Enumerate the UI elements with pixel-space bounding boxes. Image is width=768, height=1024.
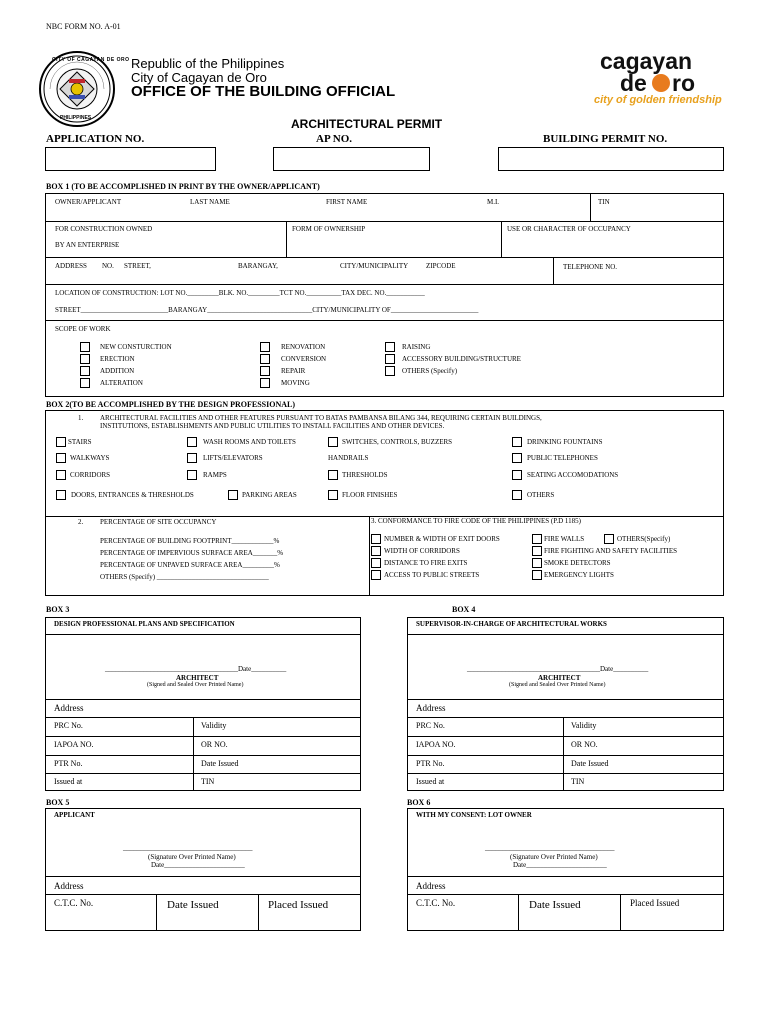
box5-signature-caption: (Signature Over Printed Name) — [148, 853, 236, 861]
logo-sun-icon — [652, 74, 670, 92]
box6-ctc-label: C.T.C. No. — [416, 898, 456, 908]
fire-checkbox-number-width-of-exit-doors[interactable] — [371, 534, 381, 544]
box1-heading: BOX 1 (TO BE ACCOMPLISHED IN PRINT BY THE OWNER/APPLICANT) — [46, 182, 320, 191]
fire-checkbox-width-of-corridors[interactable] — [371, 546, 381, 556]
facility-label: LIFTS/ELEVATORS — [203, 454, 263, 462]
header-city: City of Cagayan de Oro — [131, 70, 267, 85]
facility-checkbox-stairs[interactable] — [56, 437, 66, 447]
box3-address-label: Address — [54, 703, 84, 713]
facility-checkbox-thresholds[interactable] — [328, 470, 338, 480]
facility-checkbox-doors-entrances-thresholds[interactable] — [56, 490, 66, 500]
box6-title: WITH MY CONSENT: LOT OWNER — [416, 811, 532, 819]
scope-label: ADDITION — [100, 367, 135, 375]
fire-checkbox-distance-to-fire-exits[interactable] — [371, 558, 381, 568]
facility-label: RAMPS — [203, 471, 227, 479]
building-permit-no-label: BUILDING PERMIT NO. — [543, 133, 668, 145]
logo-word-de: de — [620, 70, 647, 96]
box3-iapoa-label: IAPOA NO. — [54, 740, 94, 749]
tin-label: TIN — [598, 198, 610, 206]
scope-checkbox-moving[interactable] — [260, 378, 270, 388]
scope-checkbox-repair[interactable] — [260, 366, 270, 376]
box3-ptr-label: PTR No. — [54, 759, 83, 768]
building-permit-no-field[interactable] — [498, 147, 724, 171]
fire-label: WIDTH OF CORRIDORS — [384, 547, 460, 555]
fire-label: SMOKE DETECTORS — [544, 559, 611, 567]
box2-item2-title: PERCENTAGE OF SITE OCCUPANCY — [100, 518, 217, 526]
fire-label: DISTANCE TO FIRE EXITS — [384, 559, 468, 567]
ap-no-label: AP NO. — [316, 133, 353, 145]
facility-label: PUBLIC TELEPHONES — [527, 454, 598, 462]
impervious-surface-line: PERCENTAGE OF IMPERVIOUS SURFACE AREA_______% — [100, 549, 284, 557]
header-office: OFFICE OF THE BUILDING OFFICIAL — [131, 83, 396, 100]
box4-date-issued-label: Date Issued — [571, 759, 609, 768]
facility-label: DRINKING FOUNTAINS — [527, 438, 603, 446]
box6-placed-issued-label: Placed Issued — [630, 898, 680, 908]
facility-checkbox-public-telephones[interactable] — [512, 453, 522, 463]
scope-label: OTHERS (Specify) — [402, 367, 458, 375]
fire-label: EMERGENCY LIGHTS — [544, 571, 614, 579]
box5-ctc-label: C.T.C. No. — [54, 898, 94, 908]
facility-label: STAIRS — [68, 438, 92, 446]
address-label: ADDRESS — [55, 262, 87, 270]
box2-item1-line2: INSTITUTIONS, ESTABLISHMENTS AND PUBLIC UTILITIES TO INSTALL FACILITIES AND OTHER DEVICES. — [100, 422, 445, 430]
scope-label: NEW CONSTURCTION — [100, 343, 172, 351]
facility-checkbox-parking-areas[interactable] — [228, 490, 238, 500]
box3-label: BOX 3 — [46, 605, 70, 614]
scope-checkbox-addition[interactable] — [80, 366, 90, 376]
box5-label: BOX 5 — [46, 798, 70, 807]
telephone-label: TELEPHONE NO. — [563, 263, 618, 271]
facility-label: SEATING ACCOMODATIONS — [527, 471, 619, 479]
box3-signed-caption: (Signed and Sealed Over Printed Name) — [147, 682, 244, 688]
box4-iapoa-label: IAPOA NO. — [416, 740, 456, 749]
first-name-label: FIRST NAME — [326, 198, 368, 206]
seal-text-bottom: PHILIPPINES — [60, 115, 92, 121]
mi-label: M.I. — [487, 198, 500, 206]
city-seal-icon — [38, 50, 130, 128]
box3-or-no-label: OR NO. — [201, 740, 228, 749]
facility-label: SWITCHES, CONTROLS, BUZZERS — [342, 438, 453, 446]
fire-label: OTHERS(Specify) — [617, 535, 671, 543]
form-number: NBC FORM NO. A-01 — [46, 22, 121, 31]
box4-title: SUPERVISOR-IN-CHARGE OF ARCHITECTURAL WORKS — [416, 620, 607, 628]
seal-text-top: CITY OF CAGAYAN DE ORO — [52, 57, 130, 63]
unpaved-surface-line: PERCENTAGE OF UNPAVED SURFACE AREA_________% — [100, 561, 280, 569]
box3-issued-at-label: Issued at — [54, 777, 83, 786]
box6-label: BOX 6 — [407, 798, 431, 807]
scope-label: RAISING — [402, 343, 431, 351]
address-street-label: STREET, — [124, 262, 151, 270]
scope-label: RENOVATION — [281, 343, 326, 351]
box5-address-label: Address — [54, 881, 84, 891]
ap-no-field[interactable] — [273, 147, 430, 171]
fire-checkbox-emergency-lights[interactable] — [532, 570, 542, 580]
header-republic: Republic of the Philippines — [131, 56, 285, 71]
box4-signed-caption: (Signed and Sealed Over Printed Name) — [509, 682, 606, 688]
box5-title: APPLICANT — [54, 811, 95, 819]
facility-checkbox-others[interactable] — [512, 490, 522, 500]
box4-issued-at-label: Issued at — [416, 777, 445, 786]
scope-checkbox-accessory-building-structure[interactable] — [385, 354, 395, 364]
fire-checkbox-smoke-detectors[interactable] — [532, 558, 542, 568]
box2-item2-number: 2. — [78, 518, 84, 526]
fire-label: FIRE WALLS — [544, 535, 585, 543]
others-specify-line: OTHERS (Specify) ________________________________ — [100, 573, 269, 581]
scope-label: ALTERATION — [100, 379, 143, 387]
facility-checkbox-seating-accomodations[interactable] — [512, 470, 522, 480]
facility-checkbox-walkways[interactable] — [56, 453, 66, 463]
box3-signature-line[interactable]: ______________________________________Date__________ — [105, 665, 287, 673]
facility-checkbox-wash-rooms-and-toilets[interactable] — [187, 437, 197, 447]
fire-checkbox-fire-fighting-and-safety-facilities[interactable] — [532, 546, 542, 556]
facility-checkbox-corridors[interactable] — [56, 470, 66, 480]
owner-applicant-label: OWNER/APPLICANT — [55, 198, 122, 206]
box6-date-issued-label: Date Issued — [529, 899, 581, 911]
location-line2: STREET_________________________BARANGAY______________________________CITY/MUNICIPALITY OF_________________________ — [55, 306, 479, 314]
facility-checkbox-floor-finishes[interactable] — [328, 490, 338, 500]
facility-label: WALKWAYS — [70, 454, 110, 462]
scope-checkbox-raising[interactable] — [385, 342, 395, 352]
scope-checkbox-conversion[interactable] — [260, 354, 270, 364]
facility-label: CORRIDORS — [70, 471, 111, 479]
box5-date-issued-label: Date Issued — [167, 899, 219, 911]
address-barangay-label: BARANGAY, — [238, 262, 278, 270]
box2-item1-number: 1. — [78, 414, 84, 422]
fire-checkbox-access-to-public-streets[interactable] — [371, 570, 381, 580]
application-no-field[interactable] — [45, 147, 216, 171]
box6-date-line[interactable]: Date_______________________ — [513, 861, 607, 869]
by-enterprise-label: BY AN ENTERPRISE — [55, 241, 120, 249]
application-no-label: APPLICATION NO. — [46, 133, 145, 145]
cagayan-de-oro-logo — [594, 48, 744, 112]
building-footprint-line: PERCENTAGE OF BUILDING FOOTPRINT____________% — [100, 537, 280, 545]
box3-architect: ARCHITECT — [176, 674, 219, 682]
box2-item1-line1: ARCHITECTURAL FACILITIES AND OTHER FEATURES PURSUANT TO BATAS PAMBANSA BILANG 344, REQUIRING CERTAIN BUILDINGS, — [100, 414, 542, 422]
fire-checkbox-fire-walls[interactable] — [532, 534, 542, 544]
box4-ptr-label: PTR No. — [416, 759, 445, 768]
address-no-label: NO. — [102, 262, 114, 270]
logo-word-ro: ro — [672, 70, 695, 96]
fire-label: ACCESS TO PUBLIC STREETS — [384, 571, 480, 579]
location-line1: LOCATION OF CONSTRUCTION: LOT NO._________BLK. NO._________TCT NO.__________TAX DEC. NO.___________ — [55, 289, 425, 297]
address-city-label: CITY/MUNICIPALITY — [340, 262, 409, 270]
box3-date-issued-label: Date Issued — [201, 759, 239, 768]
facility-checkbox-lifts-elevators[interactable] — [187, 453, 197, 463]
scope-checkbox-others-specify[interactable] — [385, 366, 395, 376]
box2-heading: BOX 2(TO BE ACCOMPLISHED BY THE DESIGN PROFESSIONAL) — [46, 400, 296, 409]
box4-label: BOX 4 — [452, 605, 476, 614]
box4-frame — [407, 617, 724, 791]
scope-checkbox-new-consturction[interactable] — [80, 342, 90, 352]
form-title: ARCHITECTURAL PERMIT — [291, 117, 443, 131]
box4-architect: ARCHITECT — [538, 674, 581, 682]
scope-label: CONVERSION — [281, 355, 327, 363]
address-zipcode-label: ZIPCODE — [426, 262, 456, 270]
facility-label: FLOOR FINISHES — [342, 491, 398, 499]
box3-title: DESIGN PROFESSIONAL PLANS AND SPECIFICATION — [54, 620, 235, 628]
scope-of-work-label: SCOPE OF WORK — [55, 325, 111, 333]
logo-word-cagayan: cagayan — [600, 48, 693, 74]
logo-tagline: city of golden friendship — [594, 94, 722, 106]
box4-tin-label: TIN — [571, 777, 585, 786]
box3-prc-label: PRC No. — [54, 721, 83, 730]
scope-checkbox-renovation[interactable] — [260, 342, 270, 352]
facility-label: DOORS, ENTRANCES & THRESHOLDS — [71, 491, 194, 499]
box4-address-label: Address — [416, 703, 446, 713]
box2-item3-title: 3. CONFORMANCE TO FIRE CODE OF THE PHILIPPINES (P.D 1185) — [371, 517, 581, 525]
scope-label: REPAIR — [281, 367, 306, 375]
fire-label: NUMBER & WIDTH OF EXIT DOORS — [384, 535, 500, 543]
facility-label: PARKING AREAS — [242, 491, 297, 499]
box5-date-line[interactable]: Date_______________________ — [151, 861, 245, 869]
facility-checkbox-ramps[interactable] — [187, 470, 197, 480]
box3-validity-label: Validity — [201, 721, 227, 730]
facility-label: OTHERS — [527, 491, 555, 499]
facility-checkbox-drinking-fountains[interactable] — [512, 437, 522, 447]
last-name-label: LAST NAME — [190, 198, 230, 206]
box3-tin-label: TIN — [201, 777, 215, 786]
scope-label: MOVING — [281, 379, 310, 387]
scope-checkbox-erection[interactable] — [80, 354, 90, 364]
for-construction-label: FOR CONSTRUCTION OWNED — [55, 225, 153, 233]
box6-address-label: Address — [416, 881, 446, 891]
fire-label: FIRE FIGHTING AND SAFETY FACILITIES — [544, 547, 677, 555]
use-occupancy-label: USE OR CHARACTER OF OCCUPANCY — [507, 225, 631, 233]
box6-signature-line[interactable]: _____________________________________ — [485, 844, 615, 852]
scope-label: ERECTION — [100, 355, 135, 363]
facility-label: THRESHOLDS — [342, 471, 388, 479]
facility-label: HANDRAILS — [328, 454, 369, 462]
box6-signature-caption: (Signature Over Printed Name) — [510, 853, 598, 861]
box4-signature-line[interactable]: ______________________________________Date__________ — [467, 665, 649, 673]
fire-checkbox-others-specify[interactable] — [604, 534, 614, 544]
box4-or-no-label: OR NO. — [571, 740, 598, 749]
facility-checkbox-switches-controls-buzzers[interactable] — [328, 437, 338, 447]
scope-checkbox-alteration[interactable] — [80, 378, 90, 388]
form-ownership-label: FORM OF OWNERSHIP — [292, 225, 366, 233]
box4-prc-label: PRC No. — [416, 721, 445, 730]
box5-signature-line[interactable]: _____________________________________ — [123, 844, 253, 852]
box5-placed-issued-label: Placed Issued — [268, 899, 329, 911]
facility-label: WASH ROOMS AND TOILETS — [203, 438, 296, 446]
box4-validity-label: Validity — [571, 721, 597, 730]
scope-label: ACCESSORY BUILDING/STRUCTURE — [402, 355, 521, 363]
